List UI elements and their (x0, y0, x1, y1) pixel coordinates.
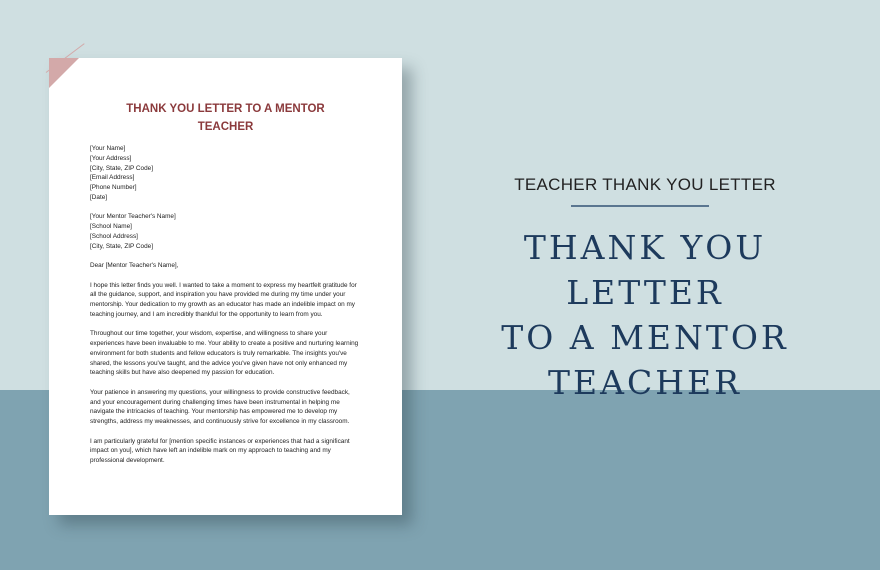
banner-title-line: TO A MENTOR (501, 318, 789, 357)
letter-body (90, 144, 382, 476)
paragraph-line: impact on you], which have left an indelible mark on my approach to teaching and my (90, 447, 331, 455)
paragraph-line: teaching skills but have also deepened my passion for education. (90, 369, 275, 377)
corner-decoration (49, 58, 79, 88)
document-title-line: TEACHER (197, 121, 254, 133)
paragraph-line: professional development. (90, 457, 165, 464)
document-title (49, 100, 402, 136)
banner-title-line: THANK YOU LETTER (523, 228, 767, 312)
sender-line: [Date] (90, 193, 108, 201)
banner-subtitle: TEACHER THANK YOU LETTER (514, 175, 776, 194)
paragraph-line: all the guidance, support, and inspiration you have provided me during my time under your (90, 291, 346, 299)
recipient-line: [School Address] (90, 232, 138, 240)
recipient-line: [School Name] (90, 223, 132, 230)
paragraph-line: teaching journey, and I am incredibly thankful for the opportunity to learn from you. (90, 310, 323, 318)
recipient-line: [City, State, ZIP Code] (90, 242, 153, 250)
paragraph-line: and your encouragement during challenging times have been instrumental in helping me (90, 398, 340, 406)
sender-block (90, 144, 382, 203)
paragraph-line: Your patience in answering my questions, your willingness to provide constructive feedback, (90, 388, 350, 396)
sender-line: [Your Address] (90, 154, 132, 162)
sender-line: [Phone Number] (90, 184, 137, 191)
document-title-line: THANK YOU LETTER TO A MENTOR (126, 103, 325, 115)
sender-line: [Email Address] (90, 174, 135, 182)
banner-title-line: TEACHER (548, 363, 742, 402)
paragraph-line: shared, the lessons you've taught, and the advice you've given have not only enhanced my (90, 359, 348, 367)
banner-title (440, 225, 850, 405)
paragraph-line: Throughout our time together, your wisdom, expertise, and willingness to share your (90, 330, 328, 338)
paragraph-line: I am particularly grateful for [mention specific instances or experiences that had a significant (90, 437, 350, 445)
paragraph-line: I hope this letter finds you well. I wanted to take a moment to express my heartfelt gratitude for (90, 281, 357, 289)
recipient-line: [Your Mentor Teacher's Name] (90, 213, 176, 221)
paragraph-line: experiences have been invaluable to me. Your ability to create a positive and nurturing learning (90, 340, 359, 347)
paragraph (90, 388, 382, 427)
recipient-block (90, 212, 382, 251)
paragraph (90, 437, 382, 466)
letter-document-preview (49, 58, 402, 515)
paragraph-line: strengths, address my weaknesses, and continuously strive for excellence in my classroom. (90, 418, 350, 425)
sender-line: [City, State, ZIP Code] (90, 164, 153, 172)
sender-line: [Your Name] (90, 145, 126, 152)
divider (571, 205, 709, 207)
paragraph-line: environment for both students and fellow educators is truly remarkable. The insights you've (90, 349, 347, 357)
salutation: Dear [Mentor Teacher's Name], (90, 262, 179, 269)
paragraph-line: navigate the intricacies of teaching. Your mentorship has empowered me to develop my (90, 408, 338, 416)
paragraph-line: mentorship. Your dedication to my growth as an educator has made an indelible impact on my (90, 301, 356, 308)
paragraph (90, 329, 382, 378)
paragraph (90, 281, 382, 320)
